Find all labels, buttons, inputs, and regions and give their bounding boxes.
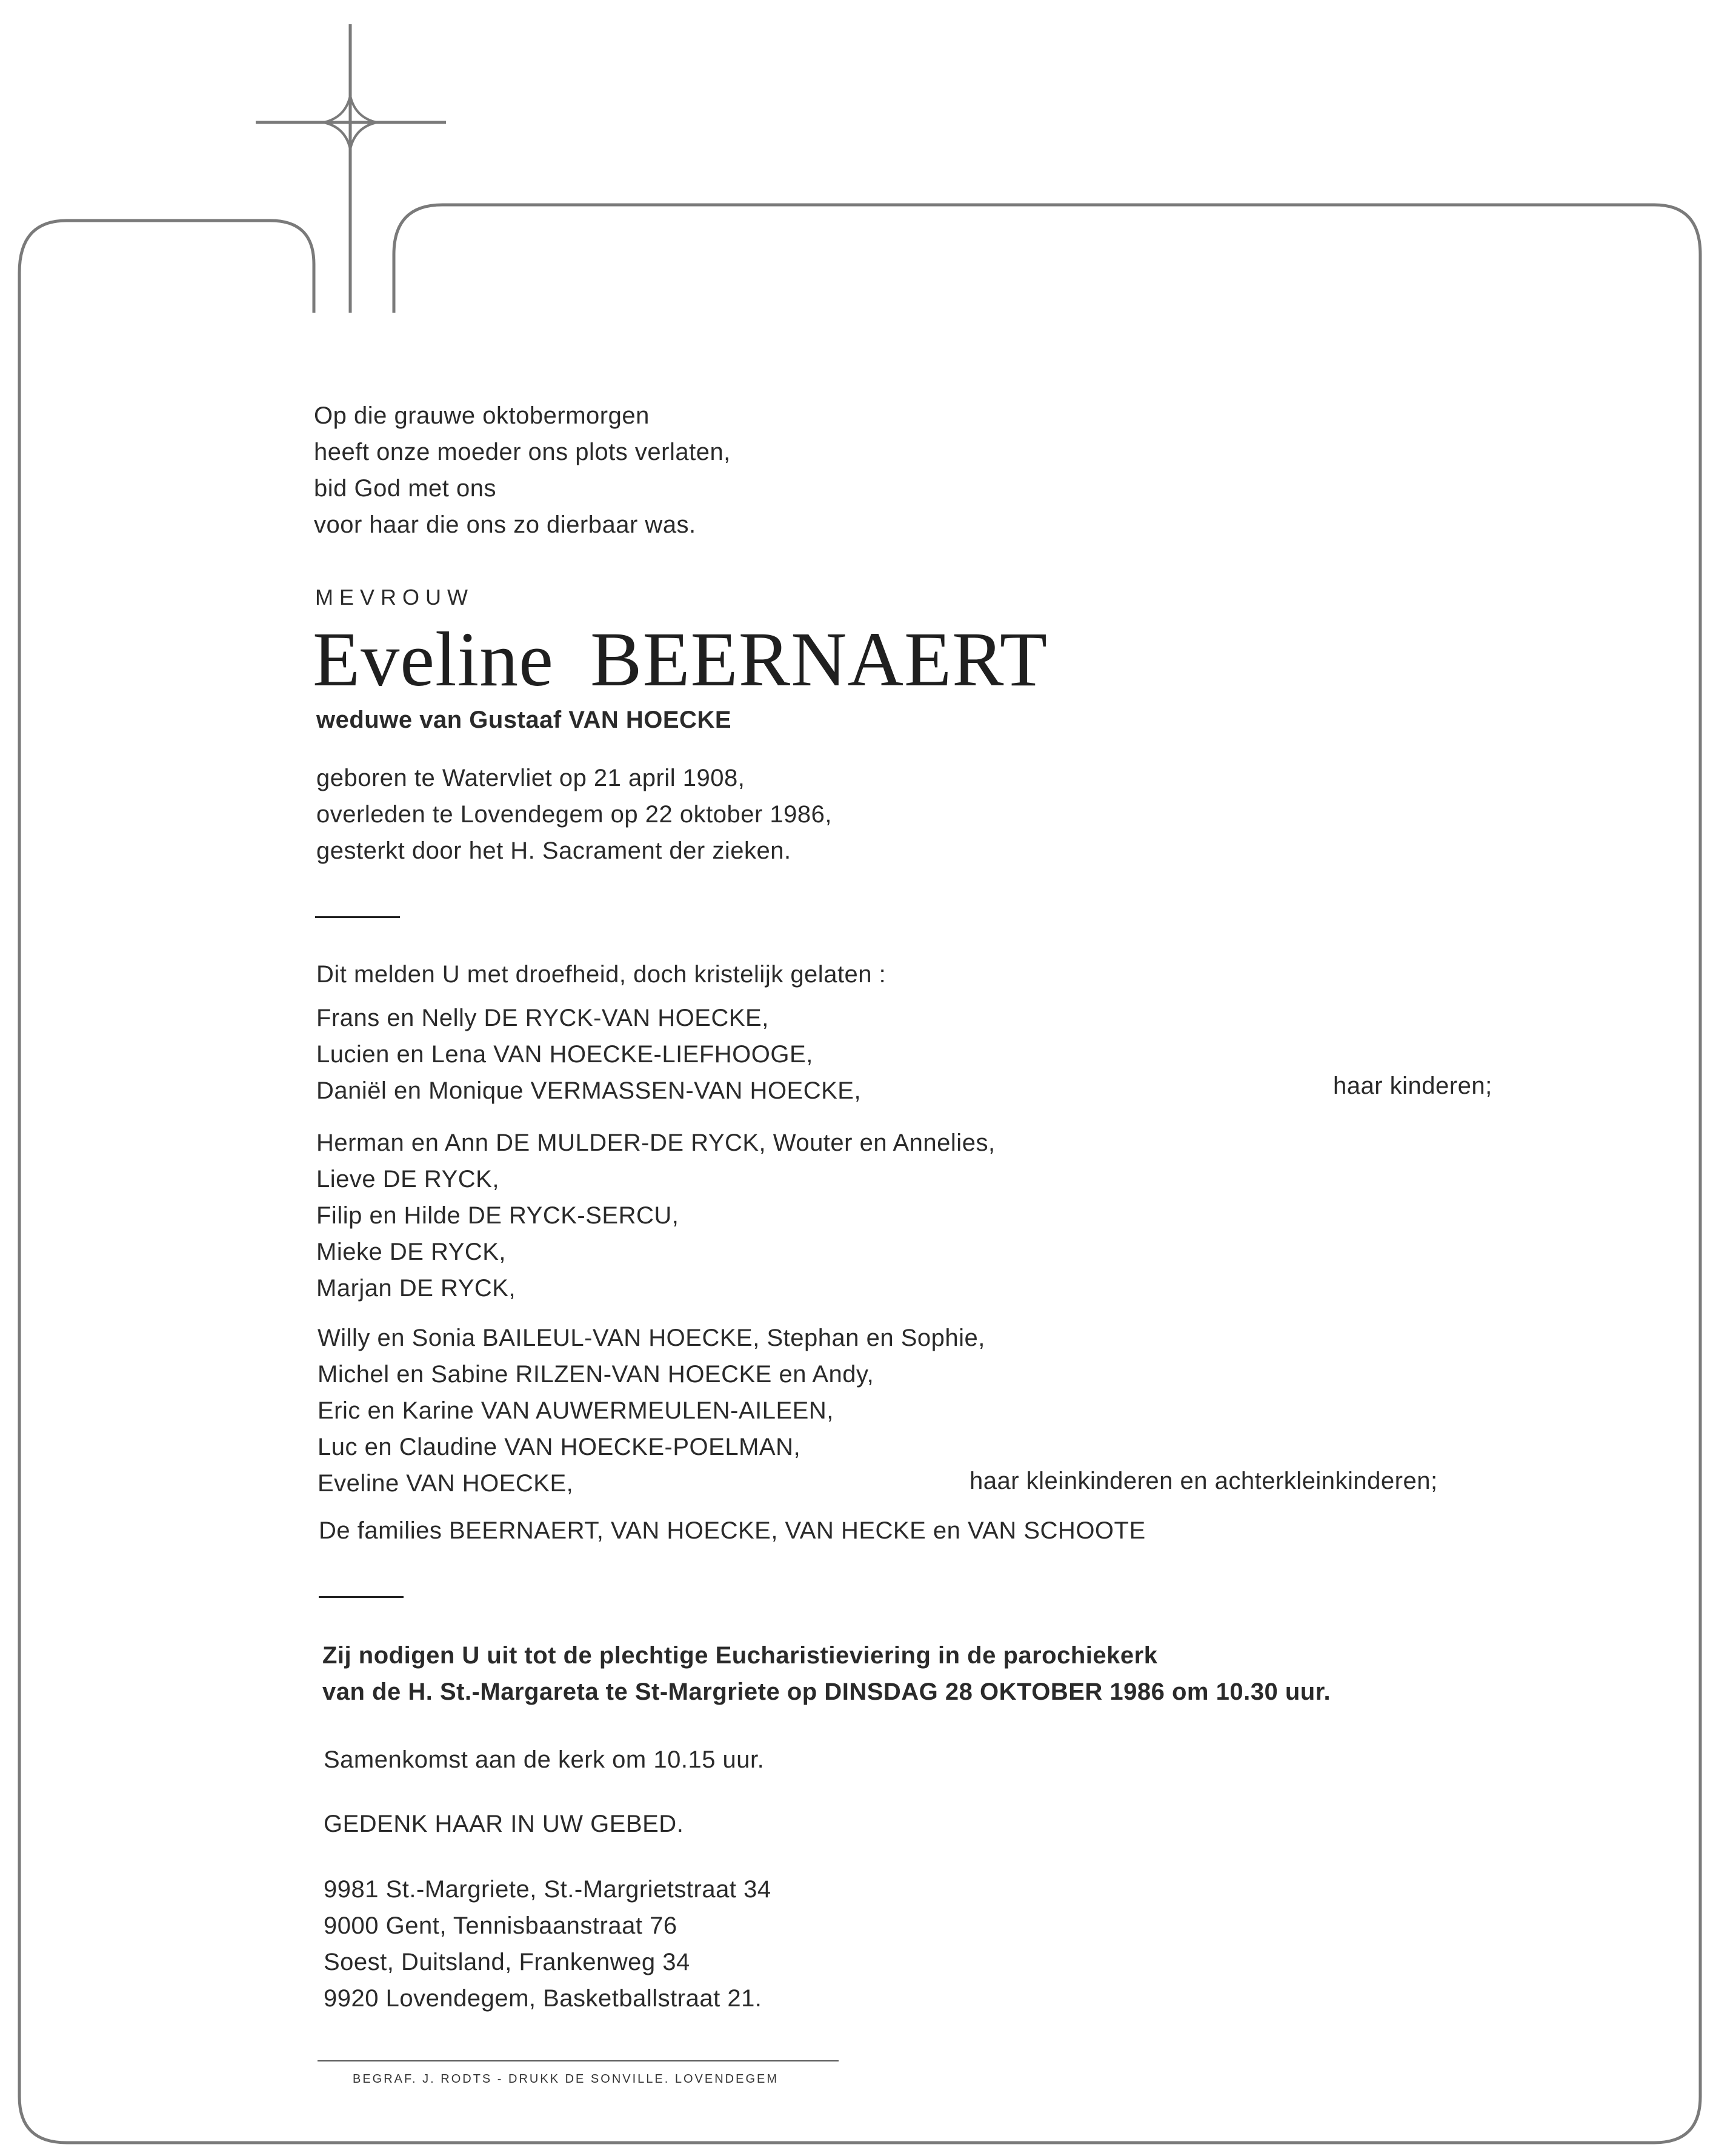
grandchild-line: Herman en Ann DE MULDER-DE RYCK, Wouter en Annelies, <box>316 1130 996 1156</box>
printer-credit: BEGRAF. J. RODTS - DRUKK DE SONVILLE. LOVENDEGEM <box>353 2072 779 2086</box>
life-line: overleden te Lovendegem op 22 oktober 1986, <box>316 801 833 828</box>
address-line: 9981 St.-Margriete, St.-Margrietstraat 34 <box>324 1876 771 1903</box>
child-line: Daniël en Monique VERMASSEN-VAN HOECKE, <box>316 1077 862 1104</box>
address-line: 9920 Lovendegem, Basketballstraat 21. <box>324 1985 762 2012</box>
grandchild-line: Mieke DE RYCK, <box>316 1239 507 1265</box>
grandchild-line: Luc en Claudine VAN HOECKE-POELMAN, <box>318 1434 801 1460</box>
poem-line: Op die grauwe oktobermorgen <box>314 402 650 429</box>
poem-line: heeft onze moeder ons plots verlaten, <box>314 439 731 465</box>
separator <box>315 916 400 918</box>
grandchild-line: Marjan DE RYCK, <box>316 1275 516 1302</box>
child-line: Frans en Nelly DE RYCK-VAN HOECKE, <box>316 1005 769 1031</box>
invitation-line: Zij nodigen U uit tot de plechtige Eucharistieviering in de parochiekerk <box>322 1642 1158 1669</box>
cross-icon <box>256 24 446 313</box>
printer-rule <box>318 2060 839 2061</box>
life-line: geboren te Watervliet op 21 april 1908, <box>316 765 745 791</box>
address-line: 9000 Gent, Tennisbaanstraat 76 <box>324 1912 677 1939</box>
address-line: Soest, Duitsland, Frankenweg 34 <box>324 1949 690 1975</box>
invitation-line: van de H. St.-Margareta te St-Margriete op DINSDAG 28 OKTOBER 1986 om 10.30 uur. <box>322 1679 1331 1705</box>
poem-line: voor haar die ons zo dierbaar was. <box>314 511 696 538</box>
widow-of: weduwe van Gustaaf VAN HOECKE <box>316 707 732 733</box>
first-name: Eveline <box>313 616 554 702</box>
life-line: gesterkt door het H. Sacrament der zieken. <box>316 837 791 864</box>
announcement: Dit melden U met droefheid, doch kristelijk gelaten : <box>316 961 886 988</box>
grandchild-line: Willy en Sonia BAILEUL-VAN HOECKE, Stephan en Sophie, <box>318 1325 985 1351</box>
surname: BEERNAERT <box>590 616 1048 702</box>
families: De families BEERNAERT, VAN HOECKE, VAN HECKE en VAN SCHOOTE <box>319 1517 1146 1544</box>
children-label: haar kinderen; <box>1333 1073 1492 1099</box>
deceased-name <box>313 616 1048 702</box>
separator <box>319 1596 404 1598</box>
child-line: Lucien en Lena VAN HOECKE-LIEFHOOGE, <box>316 1041 813 1068</box>
grandchild-line: Michel en Sabine RILZEN-VAN HOECKE en Andy, <box>318 1361 874 1388</box>
frame-border <box>19 205 1700 2143</box>
honorific: MEVROUW <box>315 585 474 610</box>
grandchildren-label: haar kleinkinderen en achterkleinkinderen; <box>970 1468 1438 1494</box>
grandchild-line: Eveline VAN HOECKE, <box>318 1470 574 1497</box>
remember: GEDENK HAAR IN UW GEBED. <box>324 1811 684 1837</box>
poem-line: bid God met ons <box>314 475 496 502</box>
grandchild-line: Lieve DE RYCK, <box>316 1166 499 1193</box>
gathering: Samenkomst aan de kerk om 10.15 uur. <box>324 1746 765 1773</box>
grandchild-line: Eric en Karine VAN AUWERMEULEN-AILEEN, <box>318 1397 834 1424</box>
grandchild-line: Filip en Hilde DE RYCK-SERCU, <box>316 1202 679 1229</box>
